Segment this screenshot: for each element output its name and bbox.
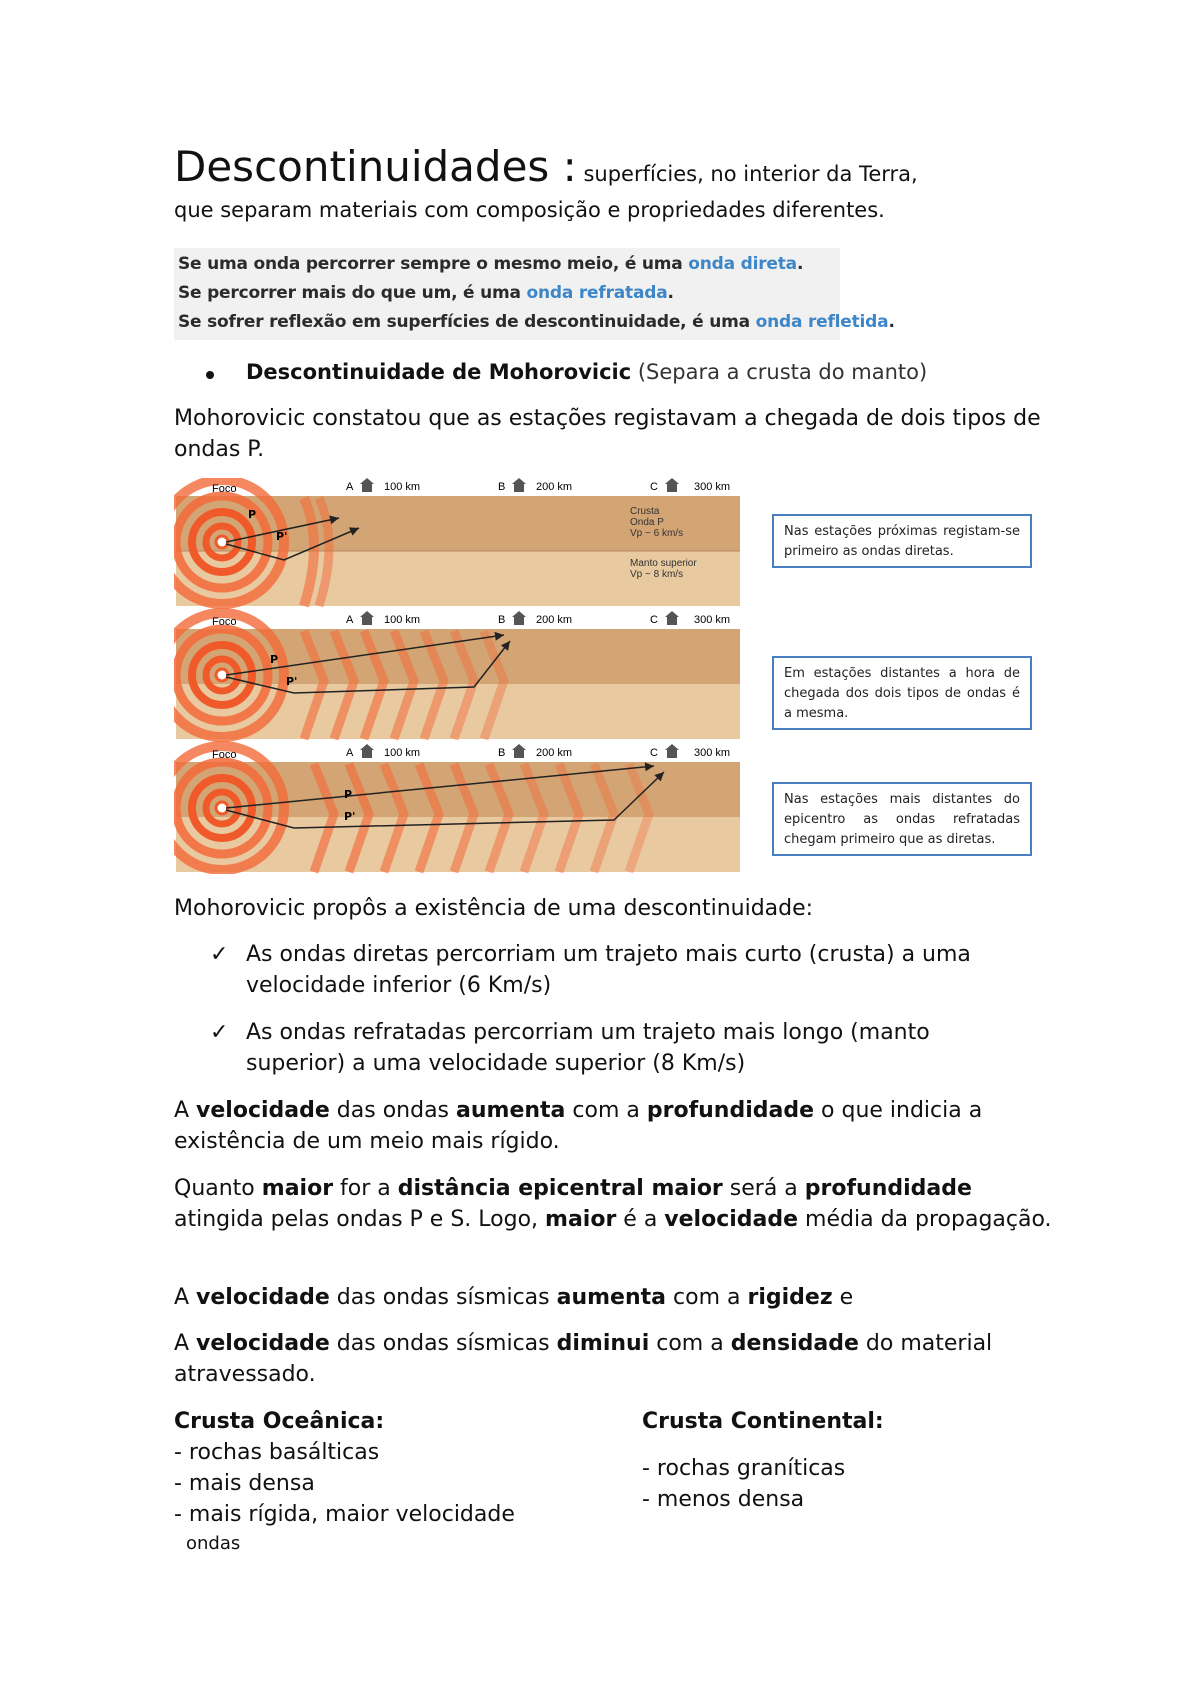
callout-line-reflected: Se sofrer reflexão em superfícies de descontinuidade, é uma onda refletida. (178, 312, 895, 332)
figure-note-1: Nas estações próximas registam-se primeiro as ondas diretas. (772, 514, 1032, 568)
callout-line-refracted: Se percorrer mais do que um, é uma onda refratada. (178, 283, 674, 303)
panel2-foco: Foco (212, 616, 237, 628)
panel3-a: A (346, 747, 354, 759)
layer-manto: Manto superior (630, 558, 697, 569)
continental-title: Crusta Continental: (642, 1409, 884, 1434)
panel3-b: B (498, 747, 506, 759)
oceanic-item: - rochas basálticas (174, 1440, 380, 1465)
paragraph-epicentral-distance: Quanto maior for a distância epicentral maior será a profundidade atingida pelas ondas P e S. Logo, maior é a velocidade média da propagação. (174, 1176, 1052, 1232)
layer-vp-bottom: Vp ~ 8 km/s (630, 569, 684, 580)
figure-note-3: Nas estações mais distantes do epicentro as ondas refratadas chegam primeiro que as diretas. (772, 782, 1032, 856)
proposal-item-2-text: As ondas refratadas percorriam um trajeto mais longo (manto superior) a uma velocidade superior (8 Km/s) (246, 1020, 930, 1076)
bullet-title: Descontinuidade de Mohorovicic (246, 360, 632, 384)
figure-note-2: Em estações distantes a hora de chegada dos dois tipos de ondas é a mesma. (772, 656, 1032, 730)
panel2-a: A (346, 614, 354, 626)
panel2-c-dist: 300 km (694, 614, 731, 626)
paragraph-rigidity: A velocidade das ondas sísmicas aumenta com a rigidez e (174, 1285, 854, 1310)
figure-panel-1 (174, 478, 740, 606)
panel3-b-dist: 200 km (536, 747, 573, 759)
figure-panel-3 (174, 744, 740, 872)
layer-crusta: Crusta (630, 506, 660, 517)
continental-item: - menos densa (642, 1487, 805, 1512)
panel3-c: C (650, 747, 658, 759)
panel2-a-dist: 100 km (384, 614, 421, 626)
panel3-foco: Foco (212, 749, 237, 761)
oceanic-item: - mais densa (174, 1471, 315, 1496)
oceanic-extra: ondas (186, 1533, 241, 1554)
panel1-a-dist: 100 km (384, 481, 421, 493)
check-icon: ✓ (210, 1020, 229, 1045)
panel1-b: B (498, 481, 506, 493)
panel1-b-dist: 200 km (536, 481, 573, 493)
panel1-p: P (248, 508, 257, 521)
title-definition-rest: que separam materiais com composição e propriedades diferentes. (174, 198, 885, 222)
proposal-intro: Mohorovicic propôs a existência de uma descontinuidade: (174, 896, 814, 921)
panel2-b: B (498, 614, 506, 626)
layer-vp-top: Vp ~ 6 km/s (630, 528, 684, 539)
title-definition-inline: superfícies, no interior da Terra, (576, 162, 918, 186)
figure-panel-2 (174, 611, 740, 739)
panel1-foco: Foco (212, 483, 237, 495)
continental-crust-column (642, 1406, 1042, 1515)
moho-intro: Mohorovicic constatou que as estações registavam a chegada de dois tipos de ondas P. (174, 406, 1041, 462)
panel3-c-dist: 300 km (694, 747, 731, 759)
seismic-wave-figure (174, 478, 742, 874)
bullet-note: (Separa a crusta do manto) (631, 360, 928, 384)
oceanic-crust-column (174, 1406, 594, 1558)
wave-types-callout (174, 248, 895, 340)
bullet-dot (206, 371, 214, 379)
panel2-b-dist: 200 km (536, 614, 573, 626)
oceanic-item: - mais rígida, maior velocidade (174, 1502, 515, 1527)
layer-wave: Onda P (630, 517, 664, 528)
panel2-p: P (270, 653, 279, 666)
panel2-c: C (650, 614, 658, 626)
proposal-item-1-text: As ondas diretas percorriam um trajeto mais curto (crusta) a uma velocidade inferior (6 Km/s) (246, 942, 971, 998)
paragraph-density: A velocidade das ondas sísmicas diminui com a densidade do material atravessado. (174, 1331, 993, 1387)
panel2-p2: P' (286, 675, 298, 688)
panel3-p: P (344, 788, 353, 801)
page-title (174, 142, 918, 191)
panel3-a-dist: 100 km (384, 747, 421, 759)
check-icon: ✓ (210, 942, 229, 967)
oceanic-title: Crusta Oceânica: (174, 1409, 385, 1434)
panel1-c-dist: 300 km (694, 481, 731, 493)
continental-item: - rochas graníticas (642, 1456, 846, 1481)
title-heading: Descontinuidades : (174, 142, 577, 191)
paragraph-velocity-depth: A velocidade das ondas aumenta com a profundidade o que indicia a existência de um meio mais rígido. (174, 1098, 983, 1154)
panel1-c: C (650, 481, 658, 493)
panel1-p2: P' (276, 530, 288, 543)
panel1-a: A (346, 481, 354, 493)
panel3-p2: P' (344, 810, 356, 823)
callout-line-direct: Se uma onda percorrer sempre o mesmo meio, é uma onda direta. (178, 254, 804, 274)
